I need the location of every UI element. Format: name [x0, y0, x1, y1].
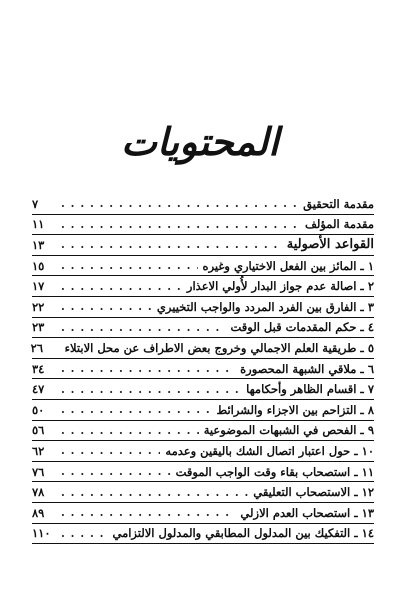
- toc-entry-title: ٥ ـ طريقية العلم الاجمالي وخروج بعض الاطراف عن محل الابتلاء: [64, 340, 374, 355]
- toc-entry-page: ١٣: [32, 237, 45, 252]
- toc-entry-title: مقدمة التحقيق: [303, 196, 374, 211]
- toc-leader-dots: [61, 403, 212, 416]
- toc-leader-dots: [61, 362, 235, 375]
- toc-entry-page: ٢٦: [30, 340, 43, 355]
- toc-entry: [32, 482, 374, 503]
- toc-leader-dots: [61, 259, 198, 272]
- toc-entry-page: ٢٢: [32, 299, 45, 314]
- toc-entry-title: ٣ ـ الفارق بين الفرد المردد والواجب التخييري: [156, 299, 374, 314]
- toc-entry: [32, 215, 374, 236]
- toc-entry-page: ٣٤: [32, 361, 45, 376]
- toc-entry-title: ٦ ـ ملاقي الشبهة المحصورة: [240, 361, 374, 376]
- toc-entry: [32, 462, 374, 483]
- toc-entry-page: ١٥: [32, 258, 45, 273]
- toc-entry: [32, 297, 374, 318]
- toc-leader-dots: [61, 197, 298, 210]
- toc-entry: [32, 194, 374, 215]
- toc-entry-title: ١١ ـ استصحاب بقاء وقت الواجب الموقت: [175, 464, 374, 479]
- toc-entry: [32, 524, 374, 545]
- toc-entry: [32, 503, 374, 524]
- toc-entry: [32, 276, 374, 297]
- toc-entry: [32, 421, 374, 442]
- toc-entry-page: ٧٨: [32, 485, 45, 500]
- toc-leader-dots: [61, 238, 282, 251]
- toc-entry: [32, 359, 374, 380]
- toc-entry-title: ١ ـ المائز بين الفعل الاختياري وغيره: [202, 258, 374, 273]
- toc-entry-page: ٥٠: [32, 402, 45, 417]
- toc-leader-dots: [61, 280, 182, 293]
- toc-section-heading: [32, 235, 374, 256]
- toc-entry: [32, 441, 374, 462]
- toc-entry-page: ١١٠: [32, 526, 51, 541]
- toc-leader-dots: [61, 300, 152, 313]
- toc-entry-title: ٨ ـ التزاحم بين الاجزاء والشرائط: [216, 402, 374, 417]
- toc-entry-title: ٤ ـ حكم المقدمات قبل الوقت: [230, 320, 374, 335]
- toc-entry-title: ٩ ـ الفحص في الشبهات الموضوعية: [203, 423, 374, 438]
- toc-entry-page: ١١: [32, 217, 45, 232]
- toc-entry-title: ٢ ـ اصالة عدم جواز البدار لأُولي الاعذار: [186, 279, 374, 294]
- toc-entry-page: ٧: [32, 196, 39, 211]
- toc-entry-title: ١٣ ـ استصحاب العدم الازلي: [240, 505, 374, 520]
- toc-leader-dots: [61, 486, 248, 499]
- toc-leader-dots: [61, 506, 235, 519]
- toc-entry-page: ١٧: [32, 279, 45, 294]
- toc-leader-dots: [61, 424, 199, 437]
- toc-entry-title: ٧ ـ اقسام الظاهر وأحكامها: [246, 382, 374, 397]
- toc-entry-page: ٦٢: [32, 443, 45, 458]
- toc-entry: [32, 400, 374, 421]
- toc-leader-dots: [61, 218, 300, 231]
- toc-leader-dots: [61, 465, 171, 478]
- toc-entry-title: ١٠ ـ حول اعتبار اتصال الشك باليقين وعدمه: [165, 443, 374, 458]
- toc-entry-title: مقدمة المؤلف: [304, 217, 374, 232]
- toc-entry: [32, 256, 374, 277]
- page-title: المحتويات: [121, 119, 279, 164]
- table-of-contents: [32, 194, 374, 544]
- toc-leader-dots: [61, 444, 160, 457]
- toc-entry: [32, 318, 374, 339]
- toc-entry: [32, 379, 374, 400]
- toc-leader-dots: [61, 527, 107, 540]
- toc-entry-title: القواعد الأصولية: [286, 237, 374, 253]
- toc-entry-page: ٥٦: [32, 423, 45, 438]
- toc-entry-page: ٨٩: [32, 505, 45, 520]
- toc-entry: [32, 338, 374, 359]
- toc-entry-title: ١٤ ـ التفكيك بين المدلول المطابقي والمدلول الالتزامي: [112, 526, 374, 541]
- toc-entry-title: ١٢ ـ الاستصحاب التعليقي: [253, 485, 374, 500]
- toc-entry-page: ٧٦: [32, 464, 45, 479]
- toc-entry-page: ٢٣: [32, 320, 45, 335]
- toc-leader-dots: [61, 383, 241, 396]
- toc-leader-dots: [61, 321, 226, 334]
- toc-entry-page: ٤٧: [32, 382, 45, 397]
